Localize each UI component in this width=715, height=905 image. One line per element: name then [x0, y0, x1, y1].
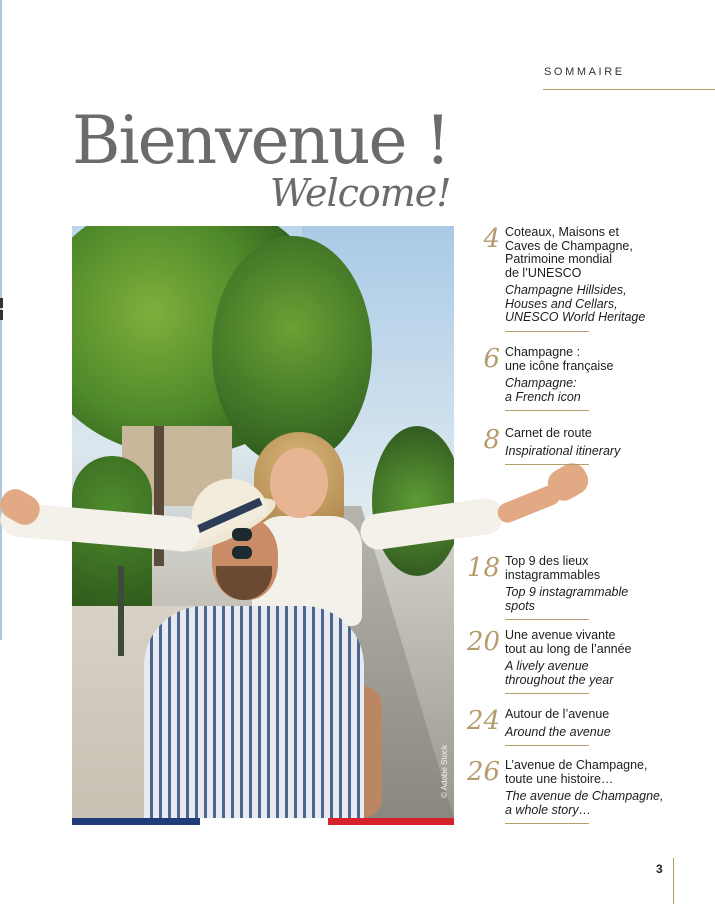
toc-rule — [505, 745, 589, 746]
toc-title-fr: Carnet de route — [505, 426, 592, 440]
toc-title-fr: Top 9 des lieux instagrammables — [505, 554, 601, 582]
page-title: Bienvenue ! — [72, 102, 450, 179]
toc-title-en: A lively avenue throughout the year — [505, 659, 614, 687]
toc-title-fr: Autour de l’avenue — [505, 707, 610, 721]
page-subtitle: Welcome! — [270, 171, 451, 215]
toc-page-number: 18 — [466, 553, 500, 583]
toc-page-number: 20 — [466, 627, 500, 657]
photo-credit: © Adobe Stock — [440, 744, 449, 798]
edge-line — [0, 0, 2, 640]
toc-page-number: 6 — [483, 344, 500, 374]
toc-title-fr: Une avenue vivante tout au long de l’année — [505, 628, 632, 656]
toc-rule — [505, 410, 589, 411]
toc-title-fr: Coteaux, Maisons et Caves de Champagne, Patrimoine mondial de l’UNESCO — [505, 225, 633, 280]
toc-title-en: Around the avenue — [505, 724, 611, 739]
toc-title-en: Inspirational itinerary — [505, 443, 621, 458]
page-number-rule — [673, 858, 674, 904]
toc-title-fr: L’avenue de Champagne, toute une histoire… — [505, 758, 648, 786]
toc-rule — [505, 331, 589, 332]
flag-stripe-blue — [72, 818, 200, 825]
toc-rule — [505, 464, 589, 465]
flag-stripe-red — [328, 818, 454, 825]
page-number: 3 — [656, 862, 663, 876]
toc-page-number: 24 — [466, 706, 500, 736]
section-rule — [543, 89, 715, 90]
toc-title-en: Champagne: a French icon — [505, 376, 581, 404]
toc-title-fr: Champagne : une icône française — [505, 345, 614, 373]
edge-mark — [0, 310, 3, 320]
flag-stripe-white — [200, 818, 328, 825]
toc-rule — [505, 693, 589, 694]
edge-mark — [0, 298, 3, 308]
toc-page-number: 8 — [483, 425, 500, 455]
toc-page-number: 4 — [483, 224, 500, 254]
toc-title-en: The avenue de Champagne, a whole story… — [505, 789, 664, 817]
section-label: SOMMAIRE — [544, 66, 625, 78]
toc-rule — [505, 619, 589, 620]
toc-rule — [505, 823, 589, 824]
toc-title-en: Champagne Hillsides, Houses and Cellars, UNESCO World Heritage — [505, 283, 646, 324]
toc-title-en: Top 9 instagrammable spots — [505, 585, 629, 613]
toc-page-number: 26 — [466, 757, 500, 787]
